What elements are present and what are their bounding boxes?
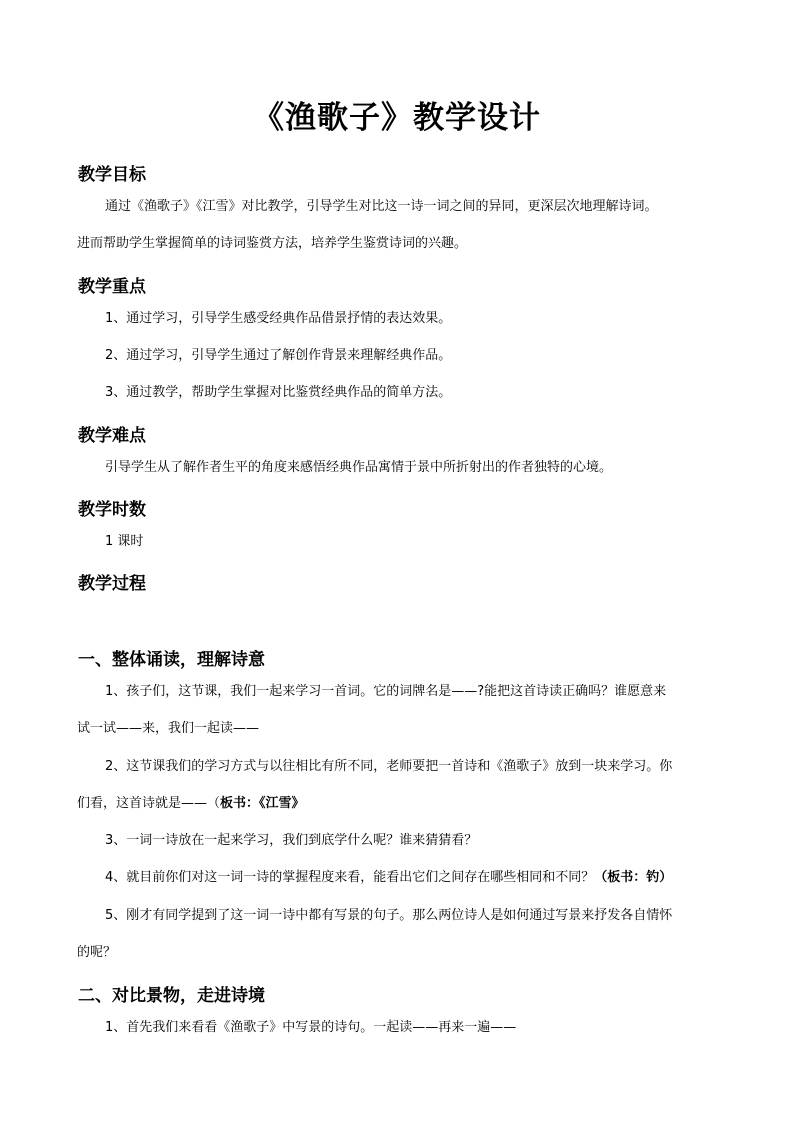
part2-p1: 1、首先我们来看看《渔歌子》中写景的诗句。一起读——再来一遍—— [105, 1020, 517, 1035]
heading-part-1: 一、整体诵读，理解诗意 [78, 650, 265, 670]
heading-objectives: 教学目标 [78, 165, 146, 185]
part1-p2-line-2 [77, 795, 305, 813]
blackboard-note-diao: （板书：钓） [594, 870, 673, 885]
part1-p5-line-1: 5、刚才有同学提到了这一词一诗中都有写景的句子。那么两位诗人是如何通过写景来抒发各自情怀 [105, 908, 673, 923]
heading-hours: 教学时数 [78, 500, 146, 520]
part1-p2-line-1: 2、这节课我们的学习方式与以往相比有所不同，老师要把一首诗和《渔歌子》放到一块来学习。你 [105, 759, 673, 774]
key-point-item: 2、通过学习，引导学生通过了解创作背景来理解经典作品。 [105, 348, 452, 363]
part1-p1-line-1: 1、孩子们，这节课，我们一起来学习一首词。它的词牌名是——?能把这首诗读正确吗？谁愿意来 [105, 684, 667, 699]
part1-p4 [105, 869, 672, 887]
part1-p2-line-2-text: 们看，这首诗就是——（ [77, 796, 221, 811]
blackboard-note-jiangxue: 板书：《江雪》 [220, 796, 305, 811]
objectives-line-2: 进而帮助学生掌握简单的诗词鉴赏方法，培养学生鉴赏诗词的兴趣。 [77, 236, 468, 251]
key-point-item: 3、通过教学，帮助学生掌握对比鉴赏经典作品的简单方法。 [105, 385, 452, 400]
heading-key-points: 教学重点 [78, 277, 146, 297]
document-title: 《渔歌子》教学设计 [253, 100, 541, 136]
heading-difficulties: 教学难点 [78, 426, 146, 446]
heading-part-2: 二、对比景物，走进诗境 [78, 986, 265, 1006]
part1-p5-line-2: 的呢？ [77, 945, 117, 960]
objectives-line-1: 通过《渔歌子》《江雪》对比教学，引导学生对比这一诗一词之间的异同，更深层次地理解诗词。 [105, 199, 658, 214]
difficulties-text: 引导学生从了解作者生平的角度来感悟经典作品寓情于景中所折射出的作者独特的心境。 [105, 460, 613, 475]
key-point-item: 1、通过学习，引导学生感受经典作品借景抒情的表达效果。 [105, 311, 452, 326]
hours-text: 1 课时 [105, 534, 144, 549]
part1-p1-line-2: 试一试——来，我们一起读—— [77, 721, 260, 736]
part1-p3: 3、一词一诗放在一起来学习，我们到底学什么呢？谁来猜猜看？ [105, 833, 478, 848]
heading-process: 教学过程 [78, 574, 146, 594]
part1-p4-text: 4、就目前你们对这一词一诗的掌握程度来看，能看出它们之间存在哪些相同和不同？ [105, 870, 595, 885]
